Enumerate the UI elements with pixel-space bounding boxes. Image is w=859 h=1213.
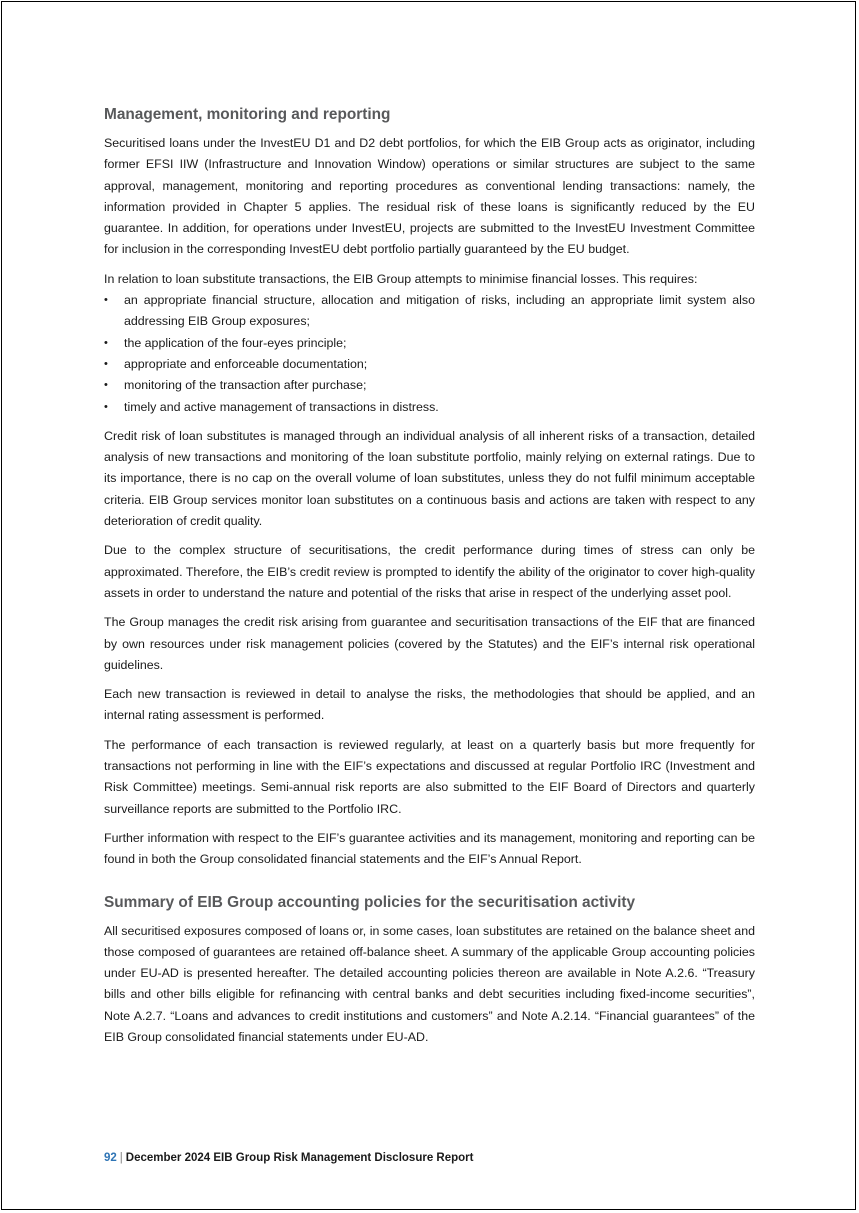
paragraph-securitised-loans: Securitised loans under the InvestEU D1 and D2 debt portfolios, for which the EIB Group acts as originator, including former EFSI IIW (Infrastructure and Innovation Window) operations or similar structures are subject to the same approval, management, monitoring and reporting procedures as conventional lending transactions: namely, the information provided in Chapter 5 applies. The residual risk of these loans is significantly reduced by the EU guarantee. In addition, for operations under InvestEU, projects are submitted to the InvestEU Investment Committee for inclusion in the corresponding InvestEU debt portfolio partially guaranteed by the EU budget. (104, 136, 755, 257)
bullet-icon: • (104, 357, 108, 370)
list-item (104, 333, 755, 354)
list-item-text: monitoring of the transaction after purchase; (124, 378, 367, 393)
list-item-text: the application of the four-eyes principle; (124, 335, 347, 350)
paragraph-credit-risk: Credit risk of loan substitutes is managed through an individual analysis of all inherent risks of a transaction, detailed analysis of new transactions and monitoring of the loan substitute portfolio, mainly relying on external ratings. Due to its importance, there is no cap on the overall volume of loan substitutes, unless they do not fulfil minimum acceptable criteria. EIB Group services monitor loan substitutes on a continuous basis and actions are taken with respect to any deterioration of credit quality. (104, 428, 755, 529)
section-heading-accounting-policies: Summary of EIB Group accounting policies for the securitisation activity (104, 893, 636, 911)
list-item (104, 290, 755, 333)
list-item (104, 354, 755, 375)
footer-title: December 2024 EIB Group Risk Management Disclosure Report (125, 1152, 474, 1164)
list-item-text: an appropriate financial structure, allocation and mitigation of risks, including an appropriate limit system also addressing EIB Group exposures; (124, 293, 755, 329)
section-heading-management: Management, monitoring and reporting (104, 106, 391, 123)
page-number: 92 (104, 1152, 117, 1164)
paragraph-further-information: Further information with respect to the EIF’s guarantee activities and its management, monitoring and reporting can be found in both the Group consolidated financial statements and the EIF’s Annual Report. (104, 830, 755, 867)
page-footer (104, 1152, 473, 1164)
requirements-list (104, 290, 755, 418)
bullet-icon: • (104, 379, 108, 392)
paragraph-eif-credit-risk: The Group manages the credit risk arising from guarantee and securitisation transactions of the EIF that are financed by own resources under risk management policies (covered by the Statutes) and the EIF’s internal risk operational guidelines. (104, 615, 755, 672)
list-item-text: appropriate and enforceable documentation; (124, 356, 368, 371)
paragraph-new-transaction: Each new transaction is reviewed in detail to analyse the risks, the methodologies that should be applied, and an internal rating assessment is performed. (104, 687, 755, 723)
paragraph-complex-structure: Due to the complex structure of securitisations, the credit performance during times of stress can only be approximated. Therefore, the EIB’s credit review is prompted to identify the ability of the originator to cover high-quality assets in order to understand the nature and potential of the risks that arise in respect of the underlying asset pool. (104, 543, 755, 600)
list-item-text: timely and active management of transactions in distress. (124, 399, 439, 414)
list-item (104, 397, 755, 418)
document-body (104, 104, 755, 1048)
bullet-icon: • (104, 294, 108, 307)
list-item (104, 375, 755, 396)
paragraph-performance-review: The performance of each transaction is reviewed regularly, at least on a quarterly basis but more frequently for transactions not performing in line with the EIF’s expectations and discussed at regular Portfolio IRC (Investment and Risk Committee) meetings. Semi-annual risk reports are also submitted to the EIF Board of Directors and quarterly surveillance reports are submitted to the Portfolio IRC. (104, 737, 755, 816)
bullet-icon: • (104, 336, 108, 349)
paragraph-loan-substitute-intro: In relation to loan substitute transactions, the EIB Group attempts to minimise financial losses. This requires: (104, 271, 698, 286)
bullet-icon: • (104, 400, 108, 413)
paragraph-securitised-exposures: All securitised exposures composed of loans or, in some cases, loan substitutes are retained on the balance sheet and those composed of guarantees are retained off-balance sheet. A summary of the applicable Group accounting policies under EU-AD is presented hereafter. The detailed accounting policies thereon are available in Note A.2.6. “Treasury bills and other bills eligible for refinancing with central banks and debt securities including fixed-income securities”, Note A.2.7. “Loans and advances to credit institutions and customers” and Note A.2.14. “Financial guarantees” of the EIB Group consolidated financial statements under EU-AD. (104, 923, 755, 1044)
footer-separator: | (119, 1152, 123, 1164)
